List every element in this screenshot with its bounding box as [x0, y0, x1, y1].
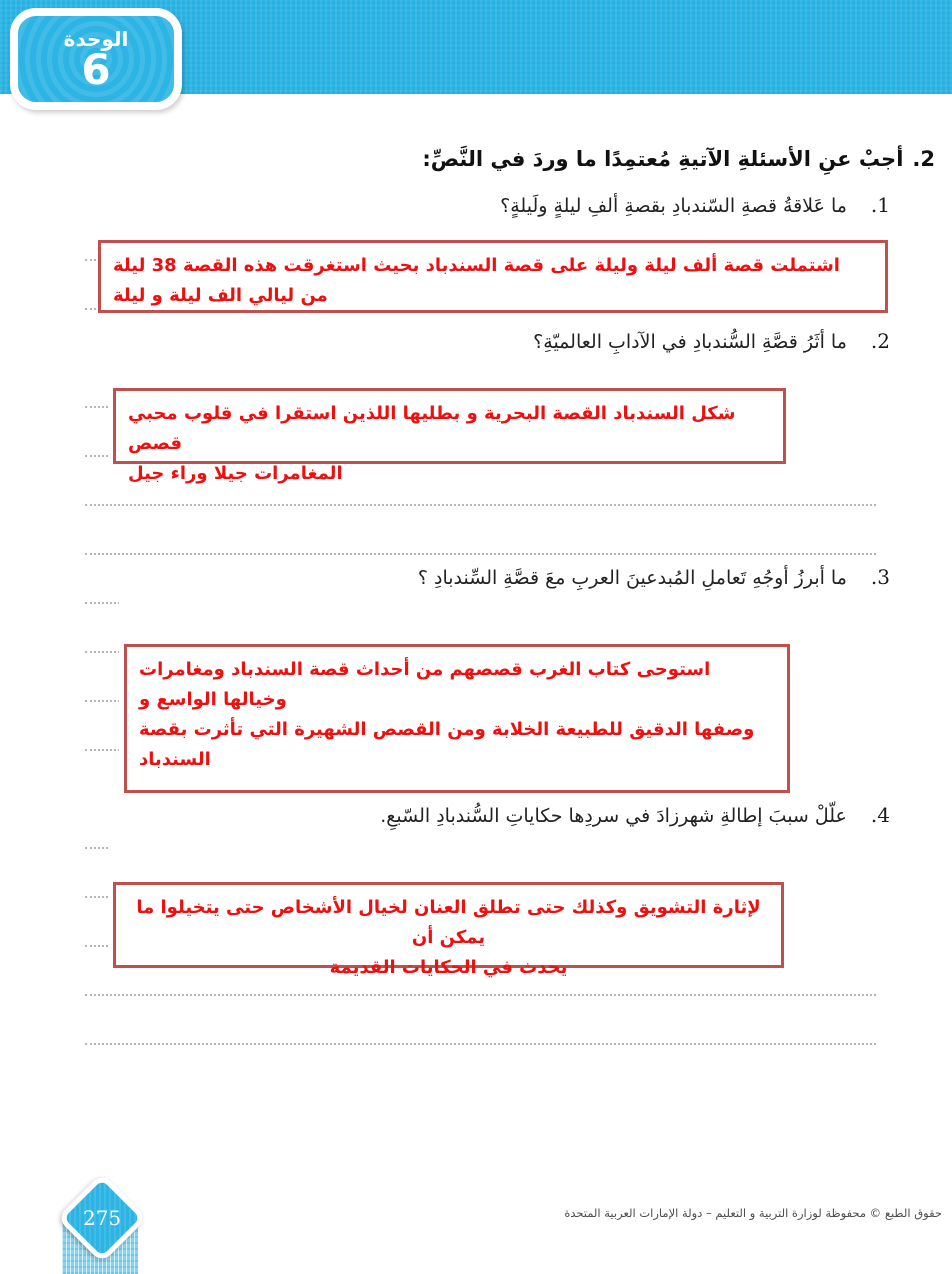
- answer-4-line-1: لإثارة التشويق وكذلك حتى تطلق العنان لخيال الأشخاص حتى يتخيلوا ما يمكن أن: [136, 897, 761, 948]
- answer-2-line-2: المغامرات جيلا وراء جيل: [128, 463, 343, 484]
- answer-box-1[interactable]: [98, 240, 888, 313]
- question-3-number: 3.: [870, 565, 890, 589]
- question-2-text: ما أثَرُ قصَّةِ السُّندبادِ في الآدابِ العالميّةِ؟: [533, 331, 847, 353]
- answer-3-line-2: وصفها الدقيق للطبيعة الخلابة ومن القصص الشهيرة التي تأثرت بقصة السندباد: [139, 719, 755, 770]
- answer-box-4[interactable]: [113, 882, 784, 978]
- question-2: [533, 324, 890, 359]
- copyright-footer: حقوق الطبع © محفوظة لوزارة التربية و التعليم – دولة الإمارات العربية المتحدة: [564, 1206, 942, 1220]
- unit-number: 6: [81, 45, 111, 94]
- answer-box-3[interactable]: [124, 644, 790, 793]
- exercise-heading: [422, 142, 935, 176]
- answer-1-line-2: من ليالي الف ليلة و ليلة: [113, 285, 328, 306]
- question-3-text: ما أبرزُ أوجُهِ تَعاملِ المُبدعينَ العربِ معَ قصَّةِ السِّندبادِ ؟: [417, 567, 847, 589]
- dotted-answer-line: [85, 1043, 876, 1045]
- answer-3-line-1: استوحى كتاب الغرب قصصهم من أحداث قصة السندباد ومغامرات وخيالها الواسع و: [139, 659, 711, 710]
- question-4: [380, 798, 890, 833]
- page-number: 275: [82, 1206, 122, 1230]
- dotted-answer-line: [85, 504, 876, 506]
- answer-2-line-1: شكل السندباد القصة البحرية و بطليها اللذين استقرا في قلوب محبي قصص: [128, 403, 736, 454]
- question-1-text: ما عَلاقةُ قصةِ السّندبادِ بقصةِ ألفِ ليلةٍ ولَيلةٍ؟: [500, 195, 847, 217]
- dotted-answer-line: [85, 553, 876, 555]
- unit-badge: [10, 8, 182, 110]
- unit-label: الوحدة: [63, 27, 129, 51]
- exercise-number: 2.: [912, 147, 935, 171]
- exercise-heading-text: أجبْ عنِ الأسئلةِ الآتيةِ مُعتمِدًا ما وردَ في النَّصِّ:: [422, 147, 904, 171]
- question-1-number: 1.: [870, 193, 890, 217]
- answer-1-line-1: اشتملت قصة ألف ليلة وليلة على قصة السندباد بحيث استغرقت هذه القصة 38 ليلة: [113, 255, 840, 276]
- question-3: [418, 560, 890, 595]
- question-4-number: 4.: [870, 803, 890, 827]
- question-2-number: 2.: [870, 329, 890, 353]
- answer-4-line-2: يحدث في الحكايات القديمة: [329, 957, 568, 978]
- question-1: [500, 188, 890, 223]
- dotted-answer-line: [85, 994, 876, 996]
- question-4-text: علّلْ سببَ إطالةِ شهرزادَ في سردِها حكاياتِ السُّندبادِ السّبعِ.: [380, 805, 847, 827]
- answer-box-2[interactable]: [113, 388, 786, 484]
